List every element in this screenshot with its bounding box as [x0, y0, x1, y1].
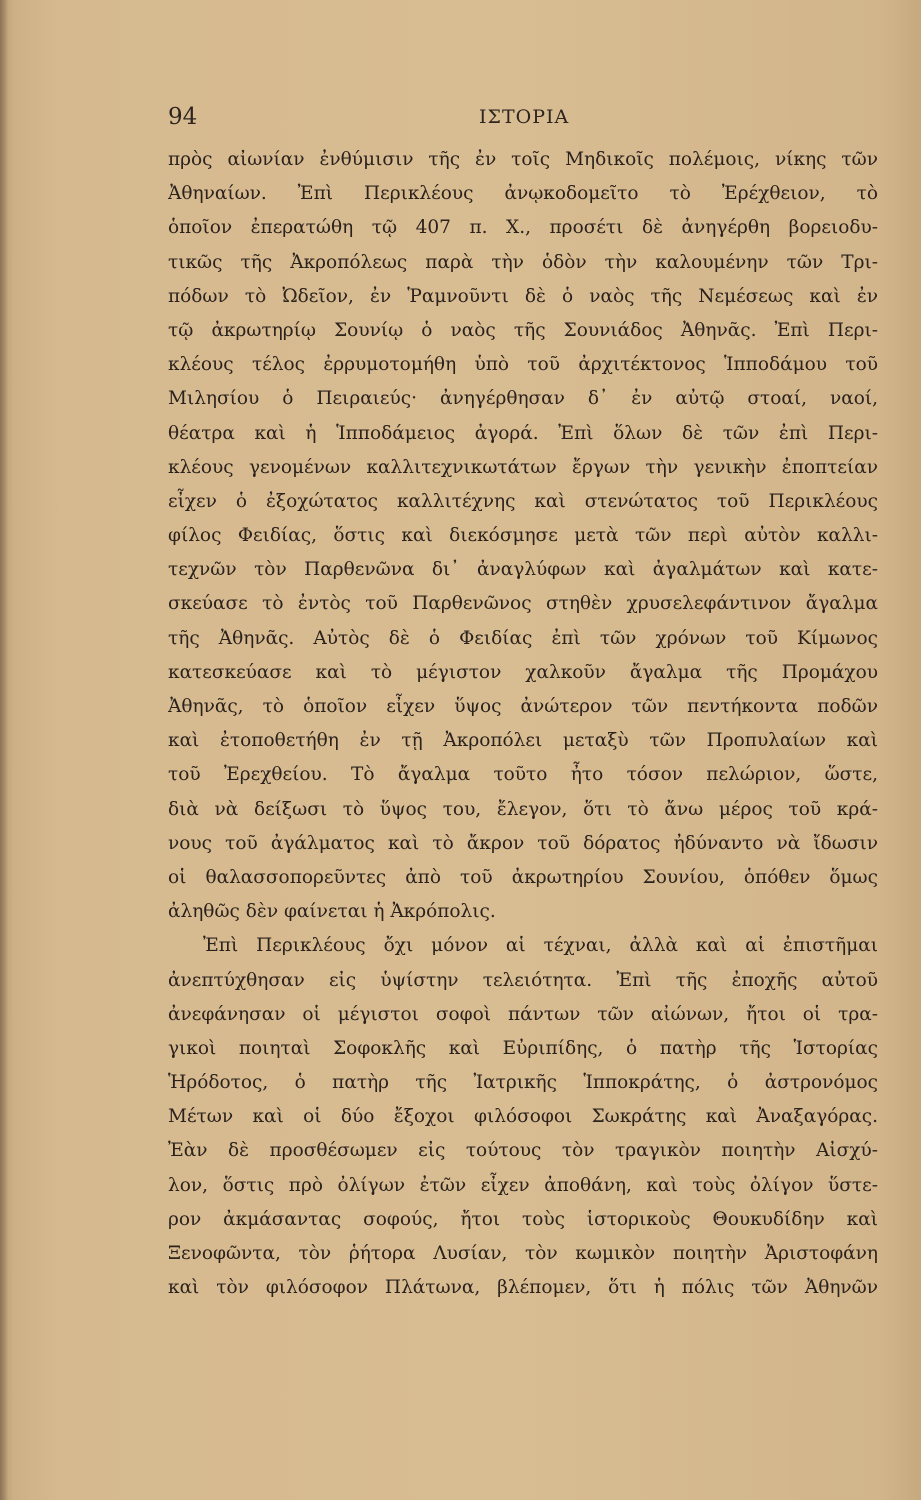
text-line: Ἐὰν δὲ προσθέσωμεν εἰς τούτους τὸν τραγικὸν ποιητὴν Αἰσχύ-	[168, 1140, 878, 1162]
text-line: Ἀθηναίων. Ἐπὶ Περικλέους ἀνῳκοδομεῖτο τὸ Ἐρέχθειον, τὸ	[168, 183, 878, 205]
text-line: σκεύασε τὸ ἐντὸς τοῦ Παρθενῶνος στηθὲν χρυσελεφάντινον ἄγαλμα	[168, 593, 878, 615]
text-line: καὶ τὸν φιλόσοφον Πλάτωνα, βλέπομεν, ὅτι ἡ πόλις τῶν Ἀθηνῶν	[168, 1277, 878, 1299]
text-line: κατεσκεύασε καὶ τὸ μέγιστον χαλκοῦν ἄγαλμα τῆς Προμάχου	[168, 661, 878, 683]
paragraph-end-line: ἀληθῶς δὲν φαίνεται ἡ Ἀκρόπολις.	[168, 901, 496, 923]
text-line: οἱ θαλασσοπορεῦντες ἀπὸ τοῦ ἀκρωτηρίου Σουνίου, ὁπόθεν ὅμως	[168, 866, 878, 888]
page-number: 94	[168, 104, 198, 130]
paragraph-start-line: Ἐπὶ Περικλέους ὄχι μόνον αἱ τέχναι, ἀλλὰ καὶ αἱ ἐπιστῆμαι	[203, 935, 878, 957]
text-line: πρὸς αἰωνίαν ἐνθύμισιν τῆς ἐν τοῖς Μηδικοῖς πολέμοις, νίκης τῶν	[168, 149, 878, 170]
text-line: τοῦ Ἐρεχθείου. Τὸ ἄγαλμα τοῦτο ἦτο τόσον πελώριον, ὥστε,	[168, 764, 878, 786]
text-line: ρον ἀκμάσαντας σοφούς, ἤτοι τοὺς ἱστορικοὺς Θουκυδίδην καὶ	[168, 1208, 878, 1230]
text-line: Μιλησίου ὁ Πειραιεύς· ἀνηγέρθησαν δ᾽ ἐν αὐτῷ στοαί, ναοί,	[168, 388, 878, 410]
text-line: τικῶς τῆς Ἀκροπόλεως παρὰ τὴν ὁδὸν τὴν καλουμένην τῶν Τρι-	[168, 251, 878, 273]
text-line: ἀνεπτύχθησαν εἰς ὑψίστην τελειότητα. Ἐπὶ τῆς ἐποχῆς αὐτοῦ	[168, 969, 878, 991]
text-line: φίλος Φειδίας, ὅστις καὶ διεκόσμησε μετὰ τῶν περὶ αὐτὸν καλλι-	[168, 525, 878, 547]
text-line: θέατρα καὶ ἡ Ἱπποδάμειος ἀγορά. Ἐπὶ ὅλων δὲ τῶν ἐπὶ Περι-	[168, 422, 878, 444]
text-line: Μέτων καὶ οἱ δύο ἔξοχοι φιλόσοφοι Σωκράτης καὶ Ἀναξαγόρας.	[168, 1106, 878, 1128]
text-line: εἶχεν ὁ ἐξοχώτατος καλλιτέχνης καὶ στενώτατος τοῦ Περικλέους	[168, 490, 878, 512]
page-header	[168, 104, 878, 134]
text-line: Ἡρόδοτος, ὁ πατὴρ τῆς Ἰατρικῆς Ἱπποκράτης, ὁ ἀστρονόμος	[168, 1072, 878, 1094]
text-line: ἀνεφάνησαν οἱ μέγιστοι σοφοὶ πάντων τῶν αἰώνων, ἤτοι οἱ τρα-	[168, 1003, 878, 1025]
text-line: γικοὶ ποιηταὶ Σοφοκλῆς καὶ Εὐριπίδης, ὁ πατὴρ τῆς Ἱστορίας	[168, 1037, 878, 1059]
text-line: καὶ ἐτοποθετήθη ἐν τῇ Ἀκροπόλει μεταξὺ τῶν Προπυλαίων καὶ	[168, 730, 878, 752]
text-line: τεχνῶν τὸν Παρθενῶνα δι᾽ ἀναγλύφων καὶ ἀγαλμάτων καὶ κατε-	[168, 559, 878, 581]
text-line: τῷ ἀκρωτηρίῳ Σουνίῳ ὁ ναὸς τῆς Σουνιάδος Ἀθηνᾶς. Ἐπὶ Περι-	[168, 319, 878, 341]
text-line: Ξενοφῶντα, τὸν ῥήτορα Λυσίαν, τὸν κωμικὸν ποιητὴν Ἀριστοφάνη	[168, 1243, 878, 1264]
text-line: νους τοῦ ἀγάλματος καὶ τὸ ἄκρον τοῦ δόρατος ἠδύναντο νὰ ἴδωσιν	[168, 832, 878, 854]
text-line: τῆς Ἀθηνᾶς. Αὐτὸς δὲ ὁ Φειδίας ἐπὶ τῶν χρόνων τοῦ Κίμωνος	[168, 627, 878, 649]
text-line: διὰ νὰ δείξωσι τὸ ὕψος του, ἔλεγον, ὅτι τὸ ἄνω μέρος τοῦ κρά-	[168, 798, 878, 820]
text-line: κλέους γενομένων καλλιτεχνικωτάτων ἔργων τὴν γενικὴν ἐποπτείαν	[168, 456, 878, 478]
running-title: ΙΣΤΟΡΙΑ	[479, 106, 570, 128]
text-line: πόδων τὸ Ὠδεῖον, ἐν Ῥαμνοῦντι δὲ ὁ ναὸς τῆς Νεμέσεως καὶ ἐν	[168, 285, 878, 307]
text-line: Ἀθηνᾶς, τὸ ὁποῖον εἶχεν ὕψος ἀνώτερον τῶν πεντήκοντα ποδῶν	[168, 696, 878, 717]
text-line: λον, ὅστις πρὸ ὀλίγων ἐτῶν εἶχεν ἀποθάνη, καὶ τοὺς ὀλίγον ὕστε-	[168, 1174, 878, 1196]
text-line: ὁποῖον ἐπερατώθη τῷ 407 π. Χ., προσέτι δὲ ἀνηγέρθη βορειοδυ-	[168, 217, 878, 239]
text-line: κλέους τέλος ἐρρυμοτομήθη ὑπὸ τοῦ ἀρχιτέκτονος Ἱπποδάμου τοῦ	[168, 354, 878, 376]
body-text	[168, 143, 878, 1305]
